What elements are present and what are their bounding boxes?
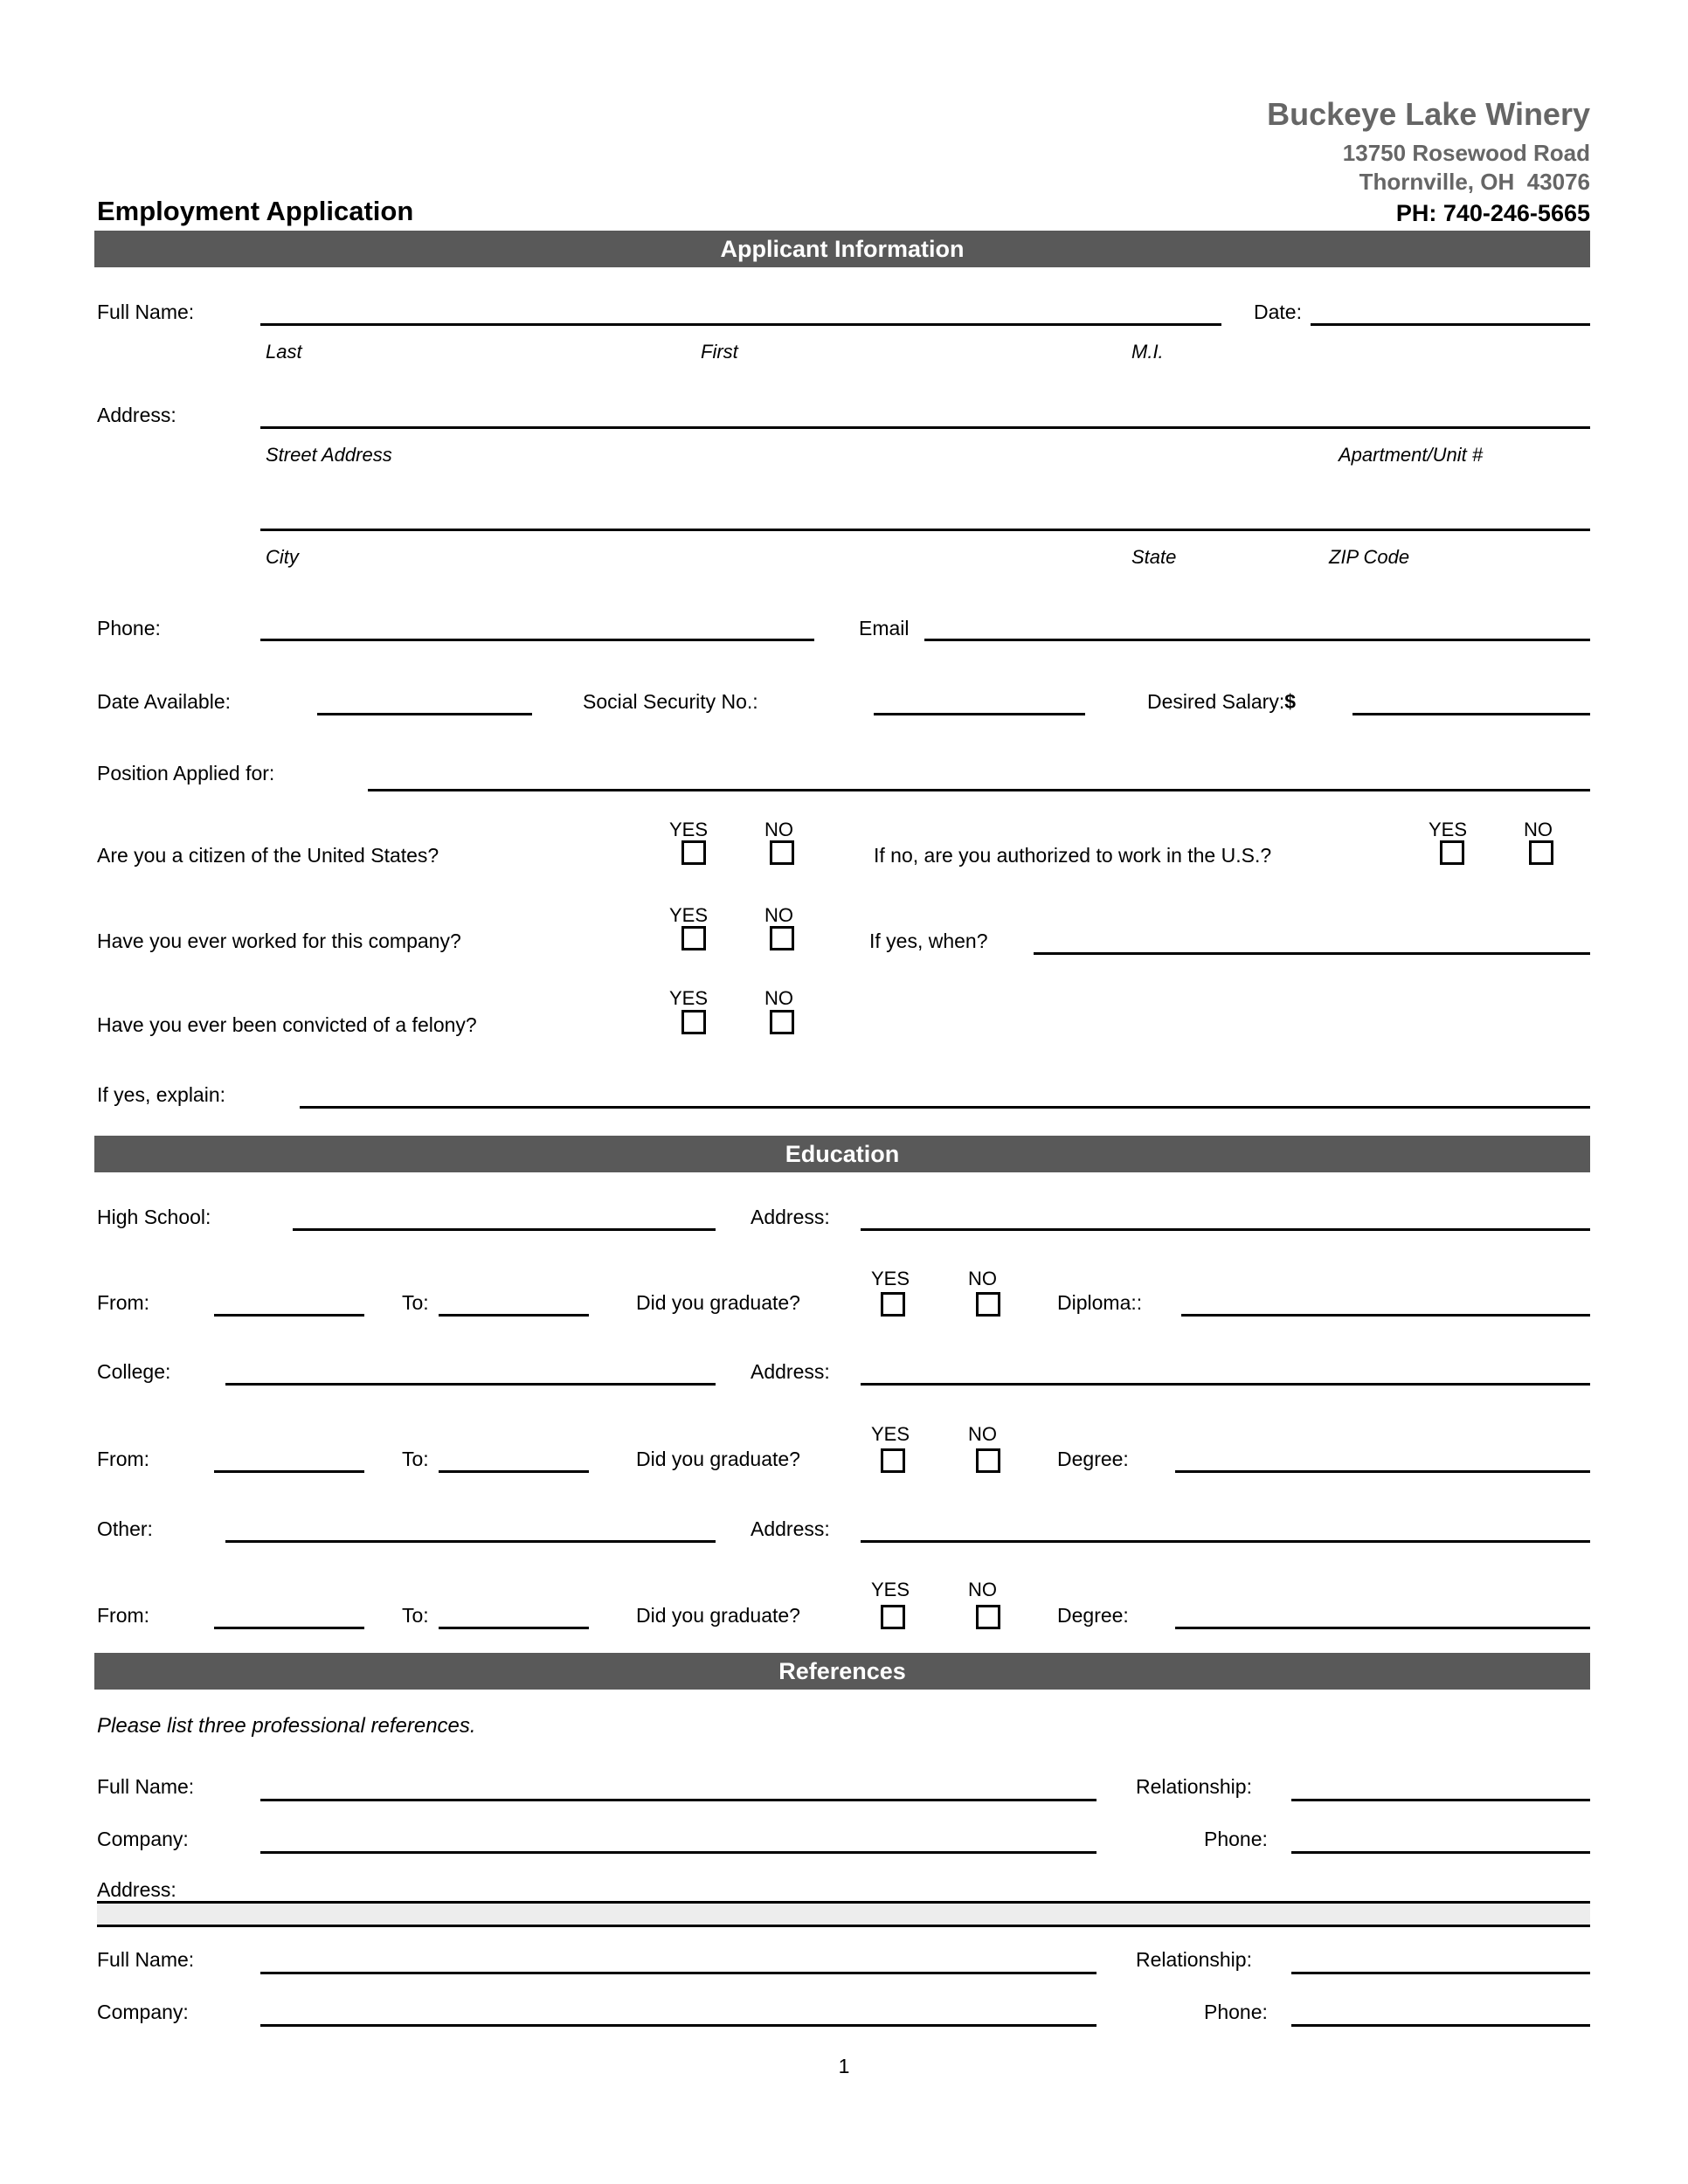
apartment-unit-hint: Apartment/Unit # <box>1339 444 1484 466</box>
citizen-no-header: NO <box>764 819 793 840</box>
felony-yes-header: YES <box>669 987 709 1009</box>
authorized-no-checkbox[interactable] <box>1529 840 1553 865</box>
college-graduate-no-header: NO <box>968 1423 997 1445</box>
ref1-address-label: Address: <box>97 1878 176 1901</box>
college-from-label: From: <box>97 1448 150 1470</box>
college-from-field[interactable] <box>214 1470 364 1473</box>
authorized-yes-checkbox[interactable] <box>1440 840 1464 865</box>
college-graduate-yes-header: YES <box>871 1423 910 1445</box>
felony-no-checkbox[interactable] <box>770 1010 794 1034</box>
desired-salary-field[interactable] <box>1352 713 1590 715</box>
high-school-field[interactable] <box>293 1228 716 1231</box>
authorized-no-header: NO <box>1524 819 1553 840</box>
college-label: College: <box>97 1360 171 1383</box>
college-to-field[interactable] <box>439 1470 589 1473</box>
college-to-label: To: <box>402 1448 429 1470</box>
desired-salary-text: Desired Salary: <box>1147 690 1285 713</box>
position-applied-label: Position Applied for: <box>97 762 275 784</box>
email-label: Email <box>859 617 910 639</box>
felony-question: Have you ever been convicted of a felony? <box>97 1013 477 1036</box>
other-from-label: From: <box>97 1604 150 1627</box>
hs-to-label: To: <box>402 1291 429 1314</box>
hs-to-field[interactable] <box>439 1314 589 1317</box>
full-name-label: Full Name: <box>97 301 195 323</box>
date-available-label: Date Available: <box>97 690 232 713</box>
college-degree-label: Degree: <box>1057 1448 1129 1470</box>
high-school-address-label: Address: <box>751 1206 830 1228</box>
ref2-relationship-field[interactable] <box>1291 1972 1590 1974</box>
date-field[interactable] <box>1311 323 1590 326</box>
worked-yes-checkbox[interactable] <box>681 926 706 950</box>
hs-from-label: From: <box>97 1291 150 1314</box>
worked-question: Have you ever worked for this company? <box>97 930 461 952</box>
company-phone: PH: 740-246-5665 <box>1395 200 1590 226</box>
ref1-full-name-field[interactable] <box>260 1799 1097 1801</box>
ref2-full-name-field[interactable] <box>260 1972 1097 1974</box>
ref2-relationship-label: Relationship: <box>1136 1948 1252 1971</box>
zip-code-hint: ZIP Code <box>1329 546 1410 568</box>
citizen-no-checkbox[interactable] <box>770 840 794 865</box>
ref2-full-name-label: Full Name: <box>97 1948 195 1971</box>
college-graduate-yes-checkbox[interactable] <box>881 1448 905 1473</box>
other-graduate-no-checkbox[interactable] <box>976 1605 1000 1629</box>
ref1-full-name-label: Full Name: <box>97 1775 195 1798</box>
college-address-field[interactable] <box>861 1383 1590 1386</box>
other-to-field[interactable] <box>439 1627 589 1629</box>
ref1-phone-label: Phone: <box>1204 1828 1268 1850</box>
phone-field[interactable] <box>260 639 814 641</box>
authorized-yes-header: YES <box>1429 819 1468 840</box>
other-from-field[interactable] <box>214 1627 364 1629</box>
hs-graduate-label: Did you graduate? <box>636 1291 800 1314</box>
citizen-yes-header: YES <box>669 819 709 840</box>
email-field[interactable] <box>924 639 1590 641</box>
city-state-zip-field[interactable] <box>260 529 1590 531</box>
other-degree-label: Degree: <box>1057 1604 1129 1627</box>
city-hint: City <box>266 546 299 568</box>
ssn-label: Social Security No.: <box>583 690 758 713</box>
date-label: Date: <box>1254 301 1302 323</box>
high-school-label: High School: <box>97 1206 211 1228</box>
address-label: Address: <box>97 404 176 426</box>
other-address-field[interactable] <box>861 1540 1590 1543</box>
worked-no-header: NO <box>764 904 793 926</box>
form-title: Employment Application <box>97 196 414 226</box>
company-address-line1: 13750 Rosewood Road <box>1342 140 1590 166</box>
page-number: 1 <box>838 2055 850 2077</box>
company-address-line2: Thornville, OH 43076 <box>1359 169 1590 195</box>
street-address-hint: Street Address <box>266 444 392 466</box>
ssn-field[interactable] <box>874 713 1085 715</box>
other-graduate-yes-checkbox[interactable] <box>881 1605 905 1629</box>
company-name: Buckeye Lake Winery <box>1267 96 1590 132</box>
other-degree-field[interactable] <box>1175 1627 1590 1629</box>
date-available-field[interactable] <box>317 713 532 715</box>
citizen-question: Are you a citizen of the United States? <box>97 844 439 867</box>
other-to-label: To: <box>402 1604 429 1627</box>
hs-graduate-yes-checkbox[interactable] <box>881 1292 905 1317</box>
worked-no-checkbox[interactable] <box>770 926 794 950</box>
ref2-phone-field[interactable] <box>1291 2024 1590 2027</box>
felony-no-header: NO <box>764 987 793 1009</box>
college-graduate-label: Did you graduate? <box>636 1448 800 1470</box>
street-address-field[interactable] <box>260 426 1590 429</box>
section-header-references: References <box>94 1653 1590 1690</box>
desired-salary-label <box>1147 690 1296 714</box>
citizen-yes-checkbox[interactable] <box>681 840 706 865</box>
felony-explain-field[interactable] <box>300 1106 1590 1109</box>
state-hint: State <box>1131 546 1177 568</box>
section-header-applicant-information: Applicant Information <box>94 231 1590 267</box>
ref2-company-label: Company: <box>97 2001 189 2023</box>
ref2-phone-label: Phone: <box>1204 2001 1268 2023</box>
last-name-hint: Last <box>266 341 302 363</box>
other-address-label: Address: <box>751 1517 830 1540</box>
other-school-label: Other: <box>97 1517 153 1540</box>
college-address-label: Address: <box>751 1360 830 1383</box>
full-name-field[interactable] <box>260 323 1221 326</box>
other-graduate-yes-header: YES <box>871 1579 910 1600</box>
ref1-company-label: Company: <box>97 1828 189 1850</box>
dollar-sign: $ <box>1284 690 1297 713</box>
hs-from-field[interactable] <box>214 1314 364 1317</box>
ref2-company-field[interactable] <box>260 2024 1097 2027</box>
felony-explain-label: If yes, explain: <box>97 1083 226 1106</box>
middle-initial-hint: M.I. <box>1131 341 1164 363</box>
ref1-address-line2-field[interactable] <box>97 1904 1590 1927</box>
section-header-education: Education <box>94 1136 1590 1172</box>
other-graduate-label: Did you graduate? <box>636 1604 800 1627</box>
college-degree-field[interactable] <box>1175 1470 1590 1473</box>
phone-label: Phone: <box>97 617 161 639</box>
worked-yes-header: YES <box>669 904 709 926</box>
hs-graduate-yes-header: YES <box>871 1268 910 1289</box>
authorized-question: If no, are you authorized to work in the U.S.? <box>874 844 1272 867</box>
hs-graduate-no-checkbox[interactable] <box>976 1292 1000 1317</box>
hs-diploma-label: Diploma:: <box>1057 1291 1143 1314</box>
ref1-phone-field[interactable] <box>1291 1851 1590 1854</box>
felony-yes-checkbox[interactable] <box>681 1010 706 1034</box>
first-name-hint: First <box>701 341 738 363</box>
references-intro: Please list three professional references. <box>97 1714 476 1738</box>
other-school-field[interactable] <box>225 1540 716 1543</box>
ref1-relationship-label: Relationship: <box>1136 1775 1252 1798</box>
other-graduate-no-header: NO <box>968 1579 997 1600</box>
worked-when-field[interactable] <box>1034 952 1590 955</box>
college-field[interactable] <box>225 1383 716 1386</box>
worked-when-label: If yes, when? <box>869 930 988 952</box>
ref1-company-field[interactable] <box>260 1851 1097 1854</box>
hs-diploma-field[interactable] <box>1181 1314 1590 1317</box>
college-graduate-no-checkbox[interactable] <box>976 1448 1000 1473</box>
ref1-relationship-field[interactable] <box>1291 1799 1590 1801</box>
position-applied-field[interactable] <box>368 789 1590 791</box>
hs-graduate-no-header: NO <box>968 1268 997 1289</box>
high-school-address-field[interactable] <box>861 1228 1590 1231</box>
